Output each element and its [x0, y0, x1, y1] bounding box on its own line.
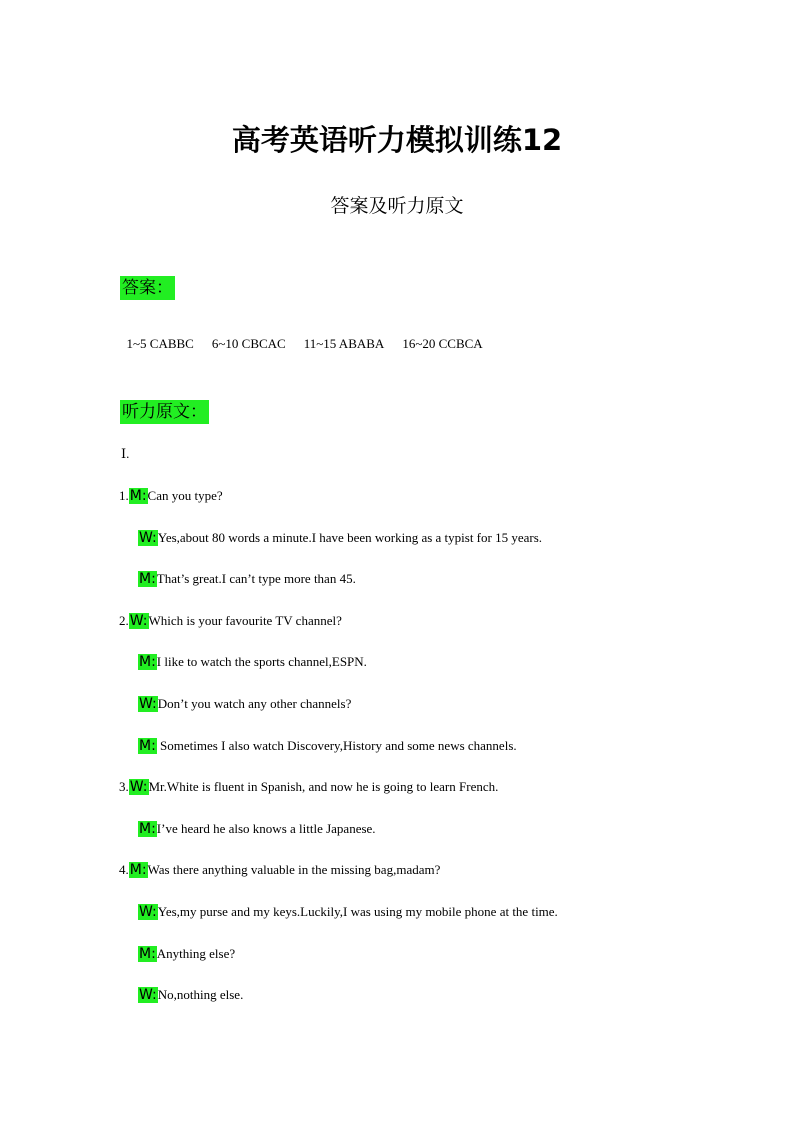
speaker-label: M:: [139, 571, 156, 587]
dialogue-line: [119, 777, 498, 797]
line-text: Yes,my purse and my keys.Luckily,I was using my mobile phone at the time.: [157, 904, 558, 919]
dialogue-line: [119, 860, 440, 880]
question-number: 4.: [119, 862, 129, 877]
page-subtitle: 答案及听力原文: [330, 195, 464, 217]
line-text: That’s great.I can’t type more than 45.: [156, 571, 356, 586]
speaker-label: W:: [139, 904, 157, 920]
line-text: Don’t you watch any other channels?: [157, 696, 352, 711]
transcript-heading: 听力原文：: [122, 402, 207, 422]
answer-group-1: 1~5 CABBC: [126, 336, 194, 351]
dialogue-line: [138, 528, 542, 548]
page-title: 高考英语听力模拟训练12: [231, 123, 563, 157]
dialogue-line: [138, 569, 356, 589]
dialogue-line: [138, 736, 517, 756]
line-text: Sometimes I also watch Discovery,History and some news channels.: [156, 738, 517, 753]
dialogue-line: [119, 486, 223, 506]
answer-group-2: 6~10 CBCAC: [211, 336, 286, 351]
line-text: Anything else?: [156, 946, 236, 961]
question-number: 1.: [119, 488, 129, 503]
answer-group-4: 16~20 CCBCA: [402, 336, 483, 351]
speaker-label: M:: [129, 862, 147, 878]
dialogue-line: [138, 902, 558, 922]
speaker-label: M:: [129, 488, 147, 504]
speaker-label: W:: [139, 987, 157, 1003]
dialogue-line: [138, 652, 367, 672]
speaker-label: M:: [139, 821, 156, 837]
line-text: Yes,about 80 words a minute.I have been working as a typist for 15 years.: [157, 530, 543, 545]
line-text: No,nothing else.: [157, 987, 244, 1002]
dialogue-line: [138, 985, 243, 1005]
question-number: 2.: [119, 613, 129, 628]
speaker-label: M:: [139, 738, 156, 754]
answer-group-3: 11~15 ABABA: [303, 336, 385, 351]
line-text: I like to watch the sports channel,ESPN.: [156, 654, 367, 669]
line-text: I’ve heard he also knows a little Japanese.: [156, 821, 376, 836]
answers-heading: 答案：: [122, 278, 173, 298]
speaker-label: W:: [139, 696, 157, 712]
speaker-label: M:: [139, 654, 156, 670]
line-text: Which is your favourite TV channel?: [148, 613, 342, 628]
line-text: Was there anything valuable in the missing bag,madam?: [147, 862, 441, 877]
dialogue-line: [138, 944, 235, 964]
speaker-label: W:: [139, 530, 157, 546]
line-text: Mr.White is fluent in Spanish, and now he is going to learn French.: [148, 779, 499, 794]
line-text: Can you type?: [147, 488, 223, 503]
speaker-label: M:: [139, 946, 156, 962]
part-label: Ⅰ.: [121, 446, 130, 461]
dialogue-line: [138, 694, 351, 714]
question-number: 3.: [119, 779, 129, 794]
answer-list: [120, 320, 501, 352]
speaker-label: W:: [129, 779, 148, 795]
speaker-label: W:: [129, 613, 148, 629]
dialogue-line: [138, 819, 376, 839]
dialogue-line: [119, 611, 342, 631]
